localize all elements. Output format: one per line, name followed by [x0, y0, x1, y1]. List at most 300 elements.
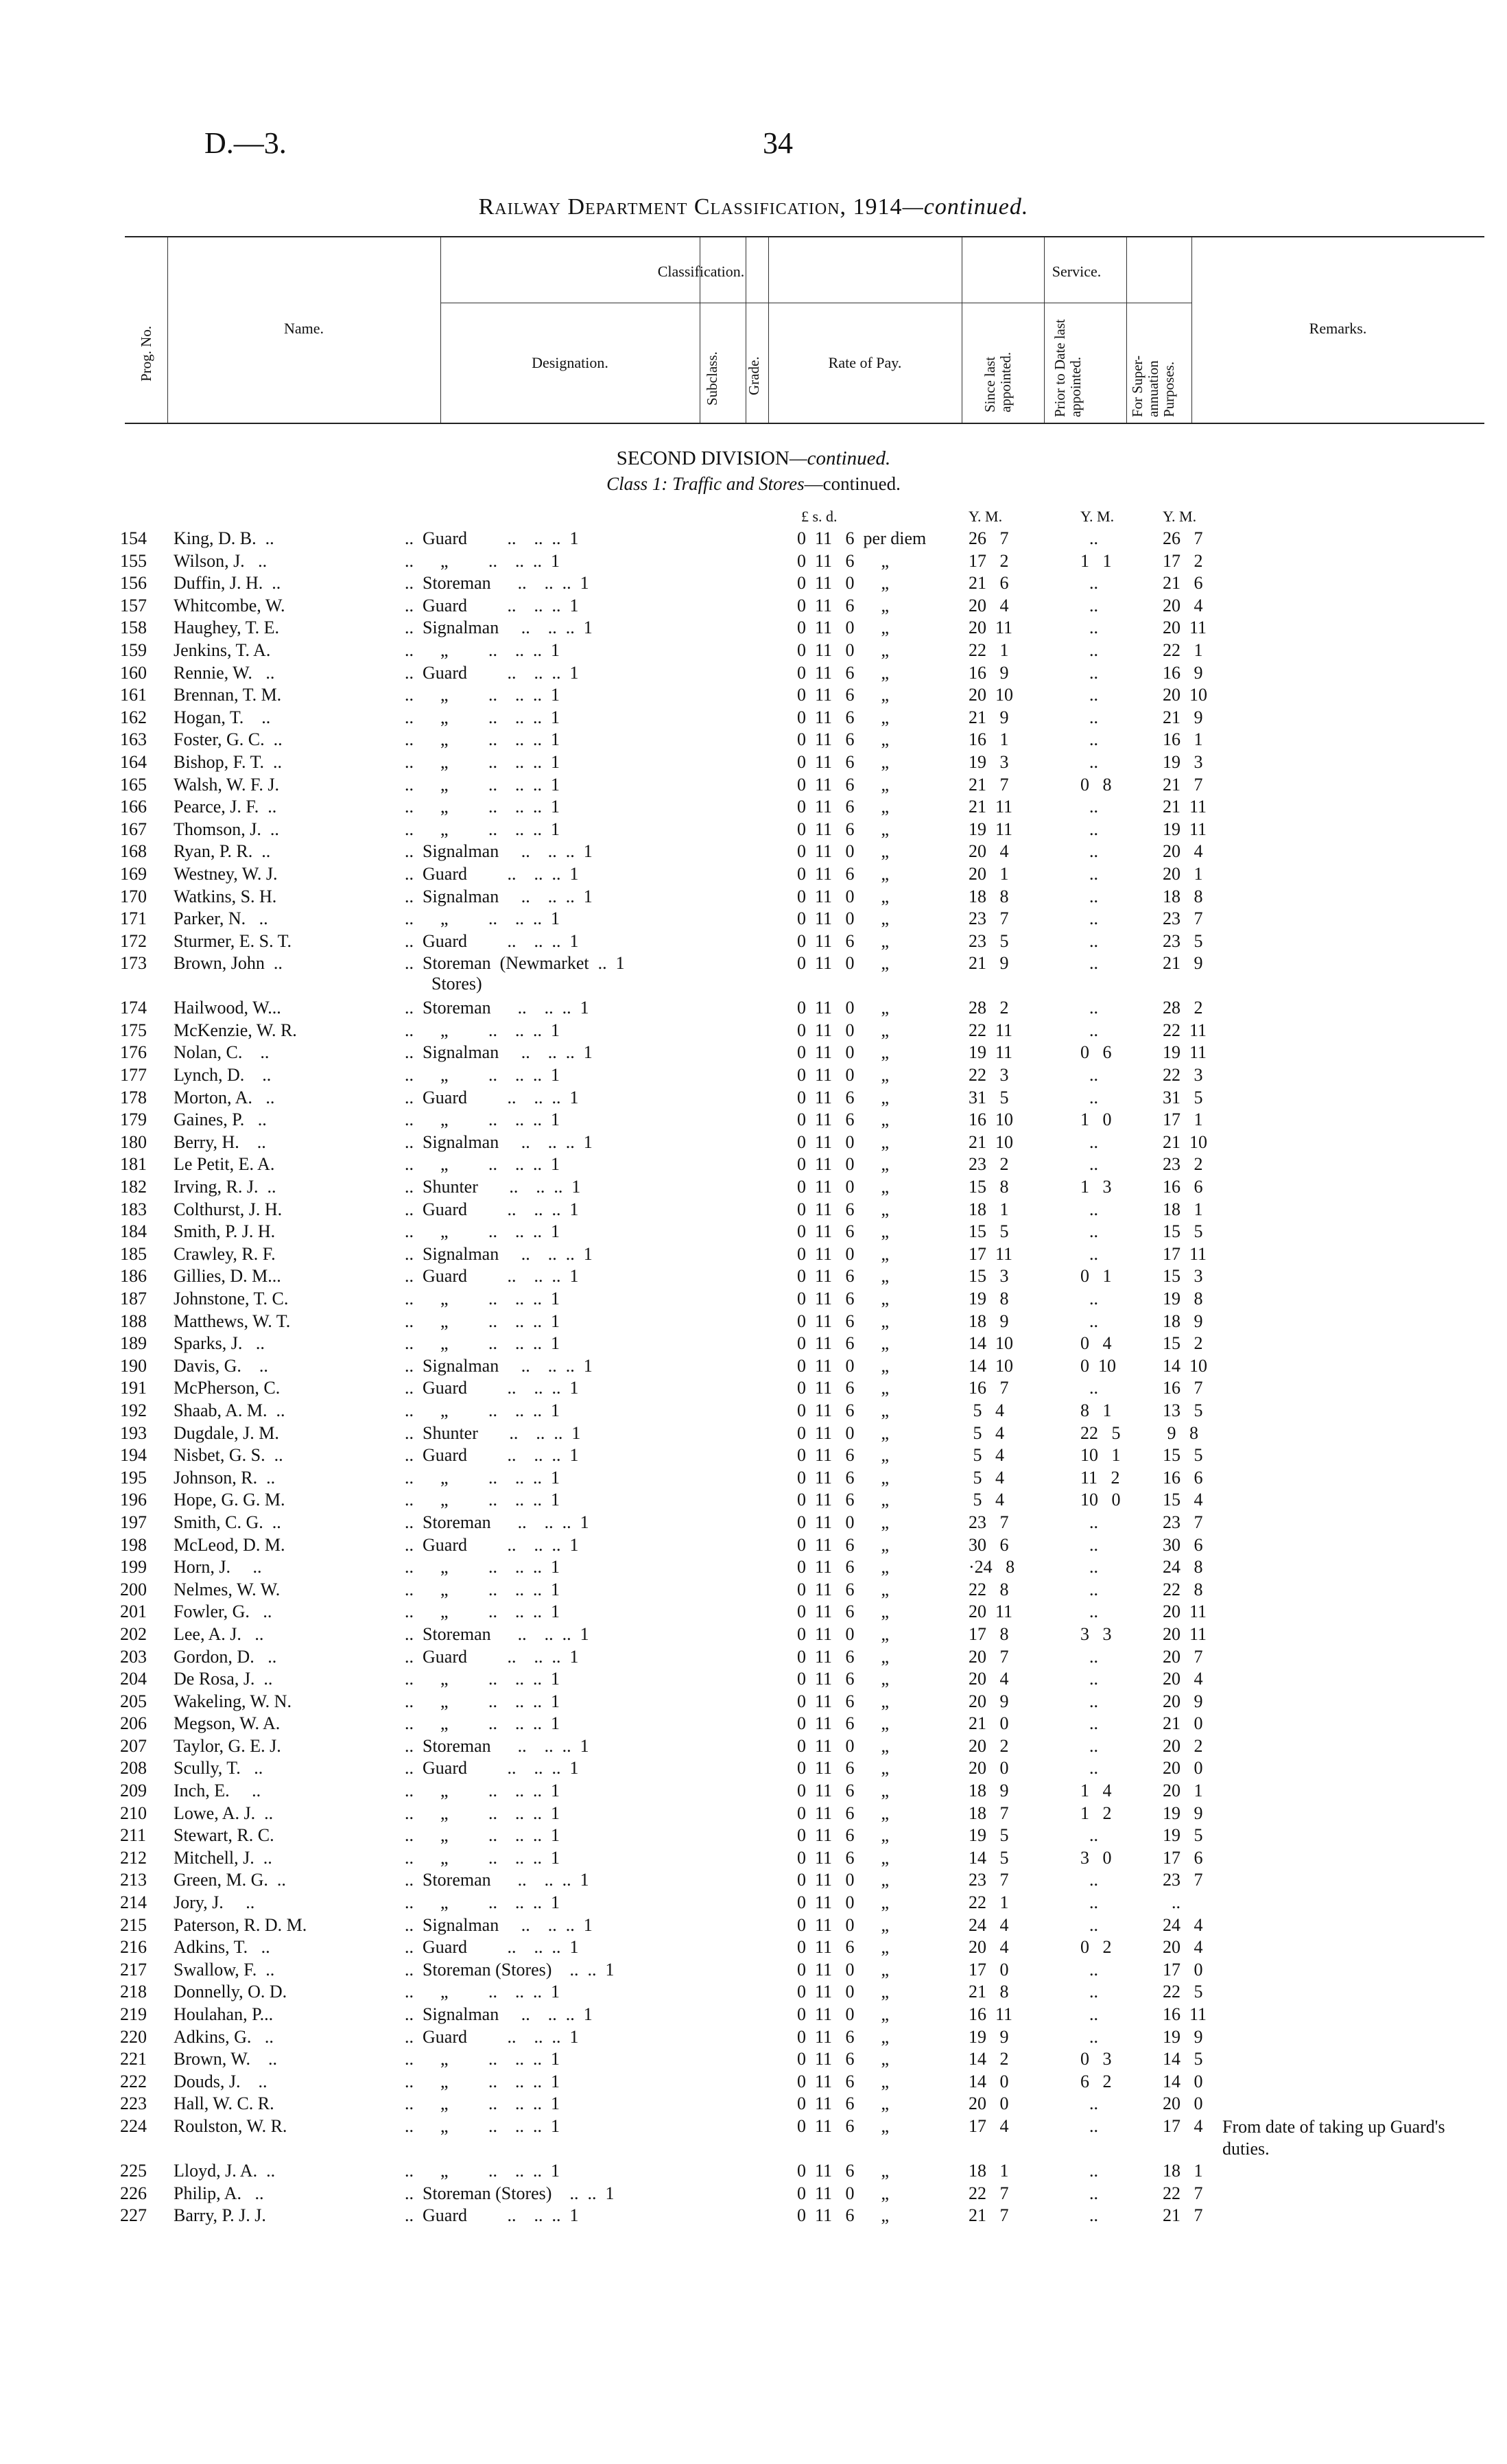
table-row	[0, 953, 1507, 998]
since-cell: 5 4	[969, 1467, 1004, 1488]
prior-cell: 11 2	[1080, 1467, 1120, 1488]
since-cell: 14 2	[969, 2049, 1009, 2069]
super-cell: 22 3	[1163, 1065, 1203, 1086]
super-cell: 21 6	[1163, 573, 1203, 594]
designation-cell	[405, 1512, 589, 1533]
rate-cell: 0 11 6 „	[797, 1445, 890, 1466]
prior-cell: 1 3	[1080, 1177, 1112, 1197]
col-remarks: Remarks.	[1309, 320, 1367, 337]
designation-text: .. Guard .. .. .. 1	[405, 1758, 579, 1779]
designation-cell	[405, 1669, 560, 1689]
prog-no-cell: 183	[120, 1199, 147, 1219]
designation-cell	[405, 663, 578, 683]
designation-cell	[405, 797, 560, 817]
since-cell: 20 0	[969, 1758, 1009, 1779]
rate-cell: 0 11 0 „	[797, 1892, 890, 1913]
since-cell: 22 3	[969, 1065, 1009, 1086]
designation-cell	[405, 887, 593, 907]
table-row	[0, 1445, 1507, 1468]
designation-cell	[405, 2027, 578, 2048]
rate-cell: 0 11 0 „	[797, 1870, 890, 1890]
prog-no-cell: 167	[120, 819, 147, 839]
prog-no-cell: 159	[120, 640, 147, 660]
name-cell: Stewart, R. C.	[174, 1825, 274, 1846]
prior-cell: ..	[1080, 863, 1098, 884]
prior-cell: ..	[1080, 528, 1098, 548]
designation-text: .. Storeman (Stores) .. .. 1	[405, 2183, 615, 2203]
table-row	[0, 1512, 1507, 1535]
super-cell: 15 5	[1163, 1221, 1203, 1242]
prior-cell: ..	[1080, 908, 1098, 929]
prior-cell: ..	[1080, 1579, 1098, 1599]
title-lead: Railway Department Classification, 1914	[478, 194, 903, 220]
rate-cell: 0 11 6 „	[797, 729, 890, 750]
designation-text: .. „ .. .. .. 1	[405, 1579, 560, 1599]
name-cell: Lowe, A. J. ..	[174, 1803, 274, 1823]
prior-cell: ..	[1080, 1959, 1098, 1980]
super-cell: 21 9	[1163, 953, 1203, 974]
rate-cell: 0 11 0 „	[797, 841, 890, 862]
prog-no-cell: 221	[120, 2049, 147, 2069]
rate-cell: 0 11 6 „	[797, 1467, 890, 1488]
table-row	[0, 1825, 1507, 1848]
table-row	[0, 1042, 1507, 1065]
designation-cell	[405, 1915, 593, 1936]
since-cell: 21 7	[969, 2205, 1009, 2226]
name-cell: Matthews, W. T.	[174, 1311, 291, 1331]
since-cell: 20 4	[969, 841, 1009, 862]
designation-cell	[405, 2116, 560, 2137]
prog-no-cell: 204	[120, 1669, 147, 1689]
rate-cell: 0 11 6 „	[797, 1400, 890, 1420]
division-cont: —continued.	[789, 447, 891, 469]
rate-cell: 0 11 6 „	[797, 1669, 890, 1689]
rate-cell: 0 11 6 „	[797, 1557, 890, 1577]
table-row	[0, 618, 1507, 640]
table-body	[0, 528, 1507, 2228]
since-cell: 21 11	[969, 797, 1013, 817]
super-cell: 21 9	[1163, 707, 1203, 727]
table-row	[0, 2116, 1507, 2161]
since-cell: 21 9	[969, 953, 1009, 974]
rate-cell: 0 11 6 „	[797, 1087, 890, 1107]
prog-no-cell: 172	[120, 930, 147, 951]
super-cell: 31 5	[1163, 1087, 1203, 1107]
prog-no-cell: 184	[120, 1221, 147, 1242]
designation-text: .. Guard .. .. .. 1	[405, 1937, 579, 1958]
prior-cell: 10 1	[1080, 1445, 1121, 1466]
super-cell: ..	[1163, 1892, 1180, 1913]
prior-cell: 0 2	[1080, 1937, 1112, 1958]
prog-no-cell: 185	[120, 1243, 147, 1264]
name-cell: Swallow, F. ..	[174, 1959, 275, 1980]
since-cell: 16 1	[969, 729, 1009, 750]
designation-text-cont: Stores)	[405, 974, 482, 994]
table-row	[0, 2093, 1507, 2116]
rate-cell: 0 11 0 „	[797, 1065, 890, 1086]
prior-cell: ..	[1080, 751, 1098, 772]
designation-text: .. „ .. .. .. 1	[405, 1221, 560, 1242]
name-cell: Crawley, R. F.	[174, 1243, 276, 1264]
table-row	[0, 1601, 1507, 1624]
prior-cell: ..	[1080, 1646, 1098, 1667]
prog-no-cell: 222	[120, 2071, 147, 2091]
prior-cell: 3 3	[1080, 1623, 1112, 1644]
table-row	[0, 775, 1507, 797]
table-row	[0, 1781, 1507, 1803]
designation-cell	[405, 1333, 560, 1354]
table-header	[125, 236, 1484, 424]
since-cell: 22 1	[969, 640, 1009, 660]
since-cell: 5 4	[969, 1422, 1004, 1443]
designation-text: .. Signalman .. .. .. 1	[405, 1914, 593, 1935]
prog-no-cell: 193	[120, 1422, 147, 1443]
since-cell: 17 2	[969, 550, 1009, 571]
since-cell: 22 1	[969, 1892, 1009, 1913]
table-row	[0, 1423, 1507, 1446]
table-row	[0, 1468, 1507, 1490]
table-row	[0, 685, 1507, 707]
designation-text: .. Guard .. .. .. 1	[405, 595, 579, 615]
name-cell: Adkins, G. ..	[174, 2026, 274, 2047]
table-row	[0, 573, 1507, 596]
rate-cell: 0 11 0 „	[797, 2183, 890, 2203]
since-cell: 22 11	[969, 1020, 1013, 1040]
name-cell: Smith, C. G. ..	[174, 1512, 281, 1532]
rate-cell: 0 11 6 „	[797, 2071, 890, 2091]
table-row	[0, 1535, 1507, 1558]
prog-no-cell: 216	[120, 1937, 147, 1958]
super-cell: 20 1	[1163, 863, 1203, 884]
division-heading	[0, 447, 1507, 470]
designation-text: .. „ .. .. .. 1	[405, 1311, 560, 1331]
super-cell: 9 8	[1163, 1422, 1198, 1443]
prior-cell: ..	[1080, 2026, 1098, 2047]
prog-no-cell: 213	[120, 1870, 147, 1890]
prior-cell: ..	[1080, 1892, 1098, 1913]
designation-cell	[405, 1848, 560, 1868]
prog-no-cell: 171	[120, 908, 147, 929]
designation-text: .. „ .. .. .. 1	[405, 1110, 560, 1130]
designation-cell	[405, 931, 578, 952]
name-cell: Haughey, T. E.	[174, 618, 280, 638]
name-cell: Whitcombe, W.	[174, 595, 285, 615]
prior-cell: 8 1	[1080, 1400, 1112, 1420]
prog-no-cell: 160	[120, 662, 147, 683]
designation-text: .. Guard .. .. .. 1	[405, 1534, 579, 1555]
prog-no-cell: 219	[120, 2004, 147, 2024]
name-cell: Johnstone, T. C.	[174, 1289, 289, 1309]
since-cell: 26 7	[969, 528, 1009, 548]
prior-cell: ..	[1080, 998, 1098, 1018]
designation-text: .. Guard .. .. .. 1	[405, 1378, 579, 1398]
prior-cell: ..	[1080, 1735, 1098, 1756]
prior-cell: ..	[1080, 573, 1098, 594]
super-cell: 23 7	[1163, 1870, 1203, 1890]
super-cell: 16 6	[1163, 1177, 1203, 1197]
prog-no-cell: 225	[120, 2160, 147, 2181]
designation-cell	[405, 1221, 560, 1242]
rate-cell: 0 11 6 „	[797, 1289, 890, 1309]
rate-cell: 0 11 6 „	[797, 1378, 890, 1398]
rate-cell: 0 11 0 „	[797, 1623, 890, 1644]
designation-cell	[405, 1736, 589, 1757]
prior-cell: 0 1	[1080, 1266, 1112, 1287]
super-cell: 17 11	[1163, 1243, 1207, 1264]
rate-cell: 0 11 0 „	[797, 1131, 890, 1152]
prog-no-cell: 158	[120, 618, 147, 638]
designation-text: .. Guard .. .. .. 1	[405, 528, 579, 548]
name-cell: Duffin, J. H. ..	[174, 573, 281, 594]
table-row	[0, 1736, 1507, 1759]
prior-cell: ..	[1080, 1825, 1098, 1846]
col-superannuation: For Super- annuation Purposes.	[1129, 355, 1178, 417]
rate-cell: 0 11 6 „	[797, 1803, 890, 1823]
name-cell: Philip, A. ..	[174, 2183, 264, 2203]
super-cell: 22 5	[1163, 1982, 1203, 2002]
name-cell: Megson, W. A.	[174, 1713, 281, 1734]
designation-cell	[405, 1468, 560, 1488]
name-cell: Sparks, J. ..	[174, 1333, 265, 1354]
col-prog-no: Prog. No.	[138, 325, 154, 382]
designation-text: .. Guard .. .. .. 1	[405, 1087, 579, 1107]
designation-cell	[405, 551, 560, 572]
prior-cell: ..	[1080, 618, 1098, 638]
super-cell: 13 5	[1163, 1400, 1203, 1420]
prog-no-cell: 195	[120, 1467, 147, 1488]
designation-cell	[405, 528, 578, 549]
designation-text: .. Storeman .. .. .. 1	[405, 1623, 589, 1644]
table-row	[0, 752, 1507, 775]
col-grade: Grade.	[746, 356, 762, 395]
table-row	[0, 1289, 1507, 1311]
designation-text: .. „ .. .. .. 1	[405, 1333, 560, 1354]
prior-cell: ..	[1080, 1758, 1098, 1779]
table-row	[0, 1691, 1507, 1714]
prior-cell: ..	[1080, 953, 1098, 974]
super-cell: 15 5	[1163, 1445, 1203, 1466]
super-cell: 18 1	[1163, 1199, 1203, 1219]
prog-no-cell: 197	[120, 1512, 147, 1532]
rate-cell: 0 11 6 „	[797, 1579, 890, 1599]
prog-no-cell: 203	[120, 1646, 147, 1667]
super-cell: 20 4	[1163, 1937, 1203, 1958]
col-designation: Designation.	[532, 354, 608, 371]
designation-cell	[405, 1758, 578, 1779]
since-cell: 18 7	[969, 1803, 1009, 1823]
super-cell: 17 6	[1163, 1847, 1203, 1868]
designation-text: .. „ .. .. .. 1	[405, 1557, 560, 1577]
prior-cell: ..	[1080, 2160, 1098, 2181]
prog-no-cell: 199	[120, 1557, 147, 1577]
table-row	[0, 1154, 1507, 1177]
name-cell: Shaab, A. M. ..	[174, 1400, 285, 1420]
name-cell: Jory, J. ..	[174, 1892, 255, 1913]
designation-text: .. „ .. .. .. 1	[405, 797, 560, 817]
designation-text: .. „ .. .. .. 1	[405, 1825, 560, 1846]
rate-cell: 0 11 6 „	[797, 1847, 890, 1868]
table-row	[0, 1490, 1507, 1512]
rate-cell: 0 11 0 „	[797, 1243, 890, 1264]
designation-cell	[405, 752, 560, 773]
designation-text: .. Signalman .. .. .. 1	[405, 841, 593, 862]
prog-no-cell: 188	[120, 1311, 147, 1331]
rate-cell: 0 11 0 „	[797, 618, 890, 638]
prior-cell: ..	[1080, 685, 1098, 705]
name-cell: Hogan, T. ..	[174, 707, 271, 727]
rate-cell: 0 11 6 „	[797, 1781, 890, 1801]
prog-no-cell: 155	[120, 550, 147, 571]
table-row	[0, 1937, 1507, 1960]
super-cell: 20 11	[1163, 1623, 1207, 1644]
title-cont: —continued.	[902, 194, 1029, 220]
prior-cell: ..	[1080, 930, 1098, 951]
designation-text: .. „ .. .. .. 1	[405, 1400, 560, 1420]
super-cell: 24 8	[1163, 1557, 1203, 1577]
designation-cell	[405, 1378, 578, 1398]
name-cell: Dugdale, J. M.	[174, 1422, 279, 1443]
table-row	[0, 1065, 1507, 1088]
rate-cell: 0 11 6 „	[797, 662, 890, 683]
super-cell: 21 10	[1163, 1131, 1207, 1152]
prog-no-cell: 224	[120, 2115, 147, 2136]
name-cell: Foster, G. C. ..	[174, 729, 283, 750]
prog-no-cell: 201	[120, 1601, 147, 1622]
table-row	[0, 2161, 1507, 2183]
prog-no-cell: 226	[120, 2183, 147, 2203]
designation-cell	[405, 1624, 589, 1645]
rate-cell: 0 11 0 „	[797, 1042, 890, 1063]
since-cell: 22 7	[969, 2183, 1009, 2203]
prog-no-cell: 210	[120, 1803, 147, 1823]
designation-text: .. Guard .. .. .. 1	[405, 1646, 579, 1667]
rate-cell: 0 11 0 „	[797, 1982, 890, 2002]
table-row	[0, 1199, 1507, 1222]
col-name: Name.	[283, 320, 324, 337]
prior-cell: ..	[1080, 1713, 1098, 1734]
designation-text: .. „ .. .. .. 1	[405, 1490, 560, 1510]
name-cell: Green, M. G. ..	[174, 1870, 286, 1890]
designation-cell	[405, 1177, 580, 1197]
designation-cell	[405, 1423, 580, 1444]
table-row	[0, 1244, 1507, 1267]
prior-cell: 3 0	[1080, 1847, 1112, 1868]
since-cell: 23 2	[969, 1154, 1009, 1175]
super-cell: 20 0	[1163, 2093, 1203, 2114]
designation-cell	[405, 1020, 560, 1041]
since-cell: 19 3	[969, 751, 1009, 772]
since-cell: 21 7	[969, 774, 1009, 795]
designation-text: .. Guard .. .. .. 1	[405, 930, 579, 951]
prior-cell: ..	[1080, 2093, 1098, 2114]
page-title	[0, 194, 1507, 220]
prior-cell: ..	[1080, 1221, 1098, 1242]
prog-no-cell: 181	[120, 1154, 147, 1175]
super-cell: 23 2	[1163, 1154, 1203, 1175]
super-cell: 16 7	[1163, 1378, 1203, 1398]
since-cell: 17 0	[969, 1959, 1009, 1980]
designation-cell	[405, 819, 560, 840]
rate-cell: 0 11 6 „	[797, 1691, 890, 1711]
table-row	[0, 2027, 1507, 2050]
prog-no-cell: 161	[120, 685, 147, 705]
name-cell: Fowler, G. ..	[174, 1601, 272, 1622]
designation-text: .. Guard .. .. .. 1	[405, 2205, 579, 2226]
prog-no-cell: 191	[120, 1378, 147, 1398]
designation-cell	[405, 1400, 560, 1421]
table-row	[0, 887, 1507, 909]
designation-text: .. Storeman (Stores) .. .. 1	[405, 1959, 615, 1980]
name-cell: Gordon, D. ..	[174, 1646, 277, 1667]
designation-cell	[405, 1781, 560, 1801]
super-cell: 18 1	[1163, 2160, 1203, 2181]
prog-no-cell: 189	[120, 1333, 147, 1354]
prior-cell: ..	[1080, 1534, 1098, 1555]
designation-cell	[405, 573, 589, 594]
class-cont: —continued.	[804, 473, 901, 494]
super-cell: 16 6	[1163, 1467, 1203, 1488]
since-cell: 19 8	[969, 1289, 1009, 1309]
prior-cell: ..	[1080, 662, 1098, 683]
since-cell: 21 0	[969, 1713, 1009, 1734]
prog-no-cell: 200	[120, 1579, 147, 1599]
table-row	[0, 2049, 1507, 2072]
table-row	[0, 908, 1507, 931]
rate-cell: 0 11 6 „	[797, 1601, 890, 1622]
table-row	[0, 528, 1507, 551]
rate-cell: 0 11 6 „	[797, 863, 890, 884]
table-row	[0, 1580, 1507, 1602]
prog-no-cell: 180	[120, 1131, 147, 1152]
prog-no-cell: 214	[120, 1892, 147, 1913]
name-cell: Adkins, T. ..	[174, 1937, 270, 1958]
page-code: D.—3.	[204, 126, 287, 160]
since-cell: 20 4	[969, 1937, 1009, 1958]
name-cell: De Rosa, J. ..	[174, 1669, 273, 1689]
name-cell: Parker, N. ..	[174, 908, 268, 929]
rate-cell: 0 11 0 „	[797, 1355, 890, 1376]
name-cell: McLeod, D. M.	[174, 1534, 285, 1555]
super-cell: 16 9	[1163, 662, 1203, 683]
designation-cell	[405, 2093, 560, 2114]
since-cell: 18 1	[969, 2160, 1009, 2181]
super-cell: 19 8	[1163, 1289, 1203, 1309]
since-cell: 5 4	[969, 1445, 1004, 1466]
super-cell: 18 9	[1163, 1311, 1203, 1331]
prior-cell: ..	[1080, 819, 1098, 839]
rate-cell: 0 11 6 per diem	[797, 528, 927, 548]
name-cell: Roulston, W. R.	[174, 2115, 287, 2136]
prior-cell: ..	[1080, 2205, 1098, 2226]
designation-text: .. „ .. .. .. 1	[405, 819, 560, 839]
rate-cell: 0 11 6 „	[797, 1221, 890, 1242]
name-cell: Nelmes, W. W.	[174, 1579, 281, 1599]
since-cell: 5 4	[969, 1400, 1004, 1420]
table-row	[0, 640, 1507, 663]
col-service: Service.	[1052, 263, 1102, 280]
super-cell: 23 7	[1163, 1512, 1203, 1532]
super-cell: 20 11	[1163, 618, 1207, 638]
rate-cell: 0 11 6 „	[797, 1713, 890, 1734]
name-cell: Inch, E. ..	[174, 1781, 261, 1801]
table-row	[0, 1356, 1507, 1378]
rate-cell: 0 11 0 „	[797, 573, 890, 594]
rate-cell: 0 11 6 „	[797, 2049, 890, 2069]
name-cell: Brennan, T. M.	[174, 685, 282, 705]
rate-cell: 0 11 6 „	[797, 1937, 890, 1958]
designation-cell	[405, 1266, 578, 1287]
rate-cell: 0 11 0 „	[797, 1020, 890, 1040]
